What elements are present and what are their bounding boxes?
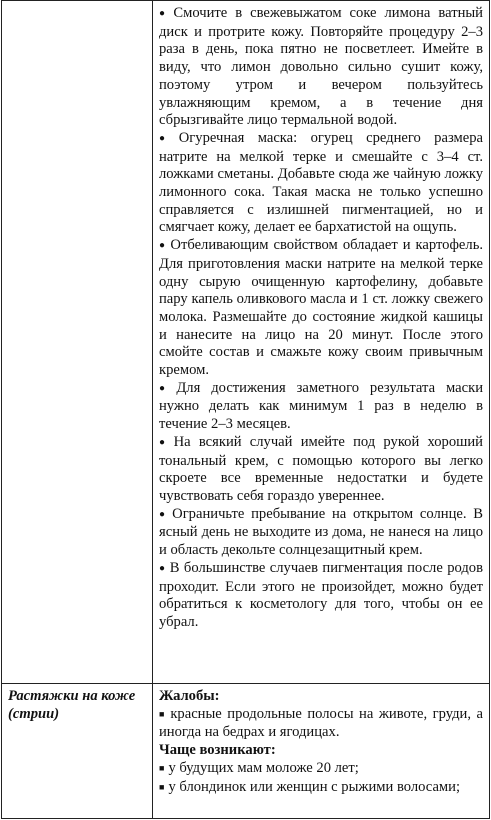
occurs-item: ■ у будущих мам моложе 20 лет;	[159, 760, 483, 779]
term-cell	[2, 1, 153, 684]
advice-cell	[153, 1, 490, 684]
advice-item: ● Для достижения заметного результата маски нужно делать как минимум 1 раз в неделю в течение 2–3 месяцев.	[159, 380, 483, 434]
table-row	[2, 684, 490, 819]
occurs-heading: Чаще возникают:	[159, 742, 276, 759]
description-cell	[153, 684, 490, 819]
occurs-item: ■ у блондинок или женщин с рыжими волосами;	[159, 779, 483, 798]
advice-item: ● На всякий случай имейте под рукой хороший тональный крем, с помощью которого вы легко скроете все временные недостатки и будете чувствовать себя гораздо увереннее.	[159, 434, 483, 506]
term-cell	[2, 684, 153, 819]
advice-item: ● Смочите в свежевыжатом соке лимона ватный диск и протрите кожу. Повторяйте процедуру 2–3 раза в день, пока пятно не посветлеет. Имейте в виду, что лимон довольно сильно сушит кожу, поэтому утром и вечером пользуйтесь увлажняющим кремом, а в течение дня сбрызгивайте лицо термальной водой.	[159, 5, 483, 130]
symptom-table	[1, 0, 490, 819]
table-row	[2, 1, 490, 684]
advice-item: ● Огуречная маска: огурец среднего размера натрите на мелкой терке и смешайте с 3–4 ст. ложками сметаны. Добавьте сюда же чайную ложку лимонного сока. Такая маска не только успешно справляется с излишней пигментацией, но и смягчает кожу, делает ее бархатистой на ощупь.	[159, 130, 483, 237]
advice-item: ● Ограничьте пребывание на открытом солнце. В ясный день не выходите из дома, не нанеся на лицо и область декольте солнцезащитный крем.	[159, 506, 483, 560]
complaint-item: ■ красные продольные полосы на животе, груди, а иногда на бедрах и ягодицах.	[159, 706, 483, 742]
advice-item: ● Отбеливающим свойством обладает и картофель. Для приготовления маски натрите на мелкой терке одну сырую очищенную картофелину, добавьте пару капель оливкового масла и 1 ст. ложку свежего молока. Размешайте до состояние жидкой кашицы и нанесите на лицо на 20 минут. После этого смойте состав и смажьте кожу своим привычным кремом.	[159, 237, 483, 380]
term-label: Растяжки на коже (стрии)	[8, 688, 136, 722]
complaints-heading: Жалобы:	[159, 688, 220, 704]
advice-item: ● В большинстве случаев пигментация после родов проходит. Если этого не произойдет, можно будет обратиться к косметологу для того, чтобы он ее убрал.	[159, 560, 483, 632]
